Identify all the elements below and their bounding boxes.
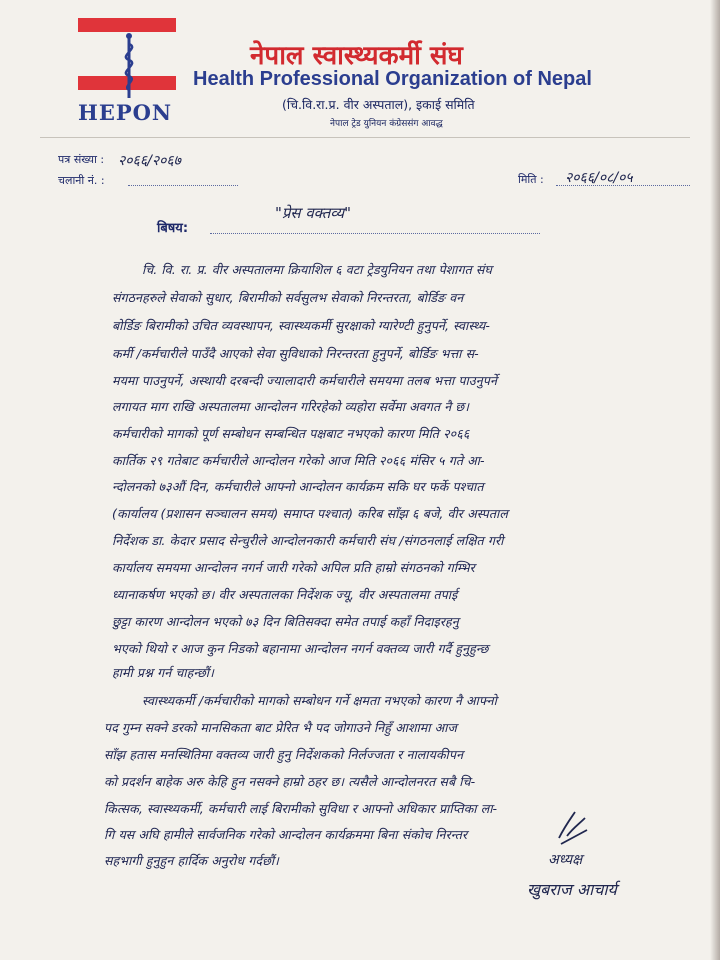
body-line: मयमा पाउनुपर्ने, अस्थायी दरबन्दी ज्यालादारी कर्मचारीले समयमा तलब भत्ता पाउनुपर्ने (112, 373, 498, 388)
date-value: २०६६/०८/०५ (565, 170, 633, 186)
subject-value: "प्रेस वक्तव्य" (275, 204, 352, 222)
body-line: निर्देशक डा. केदार प्रसाद सेन्चुरीले आन्दोलनकारी कर्मचारी संघ /संगठनलाई लक्षित गरी (112, 533, 504, 548)
org-name-english: Health Professional Organization of Nepal (193, 68, 592, 90)
body-line: न्दोलनको ७३औं दिन, कर्मचारीले आफ्नो आन्दोलन कार्यक्रम सकि घर फर्के पश्चात (112, 479, 484, 494)
ref-number-label: पत्र संख्या : (58, 153, 105, 166)
signatory-title: अध्यक्ष (548, 852, 583, 868)
body-line: बोर्डिङ बिरामीको उचित व्यवस्थापन, स्वास्थ्यकर्मी सुरक्षाको ग्यारेण्टी हुनुपर्ने, स्वास्थ्य- (112, 318, 490, 333)
hepon-logo (78, 16, 184, 124)
dispatch-number-line (128, 184, 238, 186)
body-line: स्वास्थ्यकर्मी /कर्मचारीको मागको सम्बोधन गर्ने क्षमता नभएको कारण नै आफ्नो (142, 693, 497, 708)
date-label: मिति : (518, 173, 544, 186)
body-line: सहभागी हुनुहुन हार्दिक अनुरोध गर्दछौं। (104, 853, 280, 868)
org-affiliation: नेपाल ट्रेड युनियन कंग्रेससंग आवद्ध (330, 119, 443, 129)
body-line: (कार्यालय (प्रशासन सञ्चालन समय) समाप्त पश्चात) करिब साँझ ६ बजे, वीर अस्पताल (112, 506, 508, 521)
body-line: हामी प्रश्न गर्न चाहन्छौं। (112, 665, 214, 680)
org-name-nepali: नेपाल स्वास्थ्यकर्मी संघ (250, 41, 463, 71)
body-line: कार्तिक २९ गतेबाट कर्मचारीले आन्दोलन गरेको आज मिति २०६६ मंसिर ५ गते आ- (112, 453, 485, 468)
body-line: ध्यानाकर्षण भएको छ। वीर अस्पतालका निर्देशक ज्यू, वीर अस्पतालमा तपाई (112, 587, 458, 602)
body-line: भएको थियो र आज कुन निडको बहानामा आन्दोलन नगर्न वक्तव्य जारी गर्दै हुनुहुन्छ (112, 641, 489, 656)
body-line: पद गुम्न सक्ने डरको मानसिकता बाट प्रेरित भै पद जोगाउने निहुँ आशामा आज (104, 720, 457, 735)
ref-number-value: २०६६/२०६७ (118, 153, 181, 169)
logo-text: HEPON (78, 100, 173, 125)
org-unit: (चि.वि.रा.प्र. वीर अस्पताल), इकाई समिति (282, 97, 475, 112)
body-line: को प्रदर्शन बाहेक अरु केहि हुन नसक्ने हाम्रो ठहर छ। त्यसैले आन्दोलनरत सबै चि- (104, 774, 476, 789)
body-line: गि यस अघि हामीले सार्वजनिक गरेको आन्दोलन कार्यक्रममा बिना संकोच निरन्तर (104, 827, 468, 842)
body-line: कार्यालय समयमा आन्दोलन नगर्न जारी गरेको अपिल प्रति हाम्रो संगठनको गम्भिर (112, 560, 475, 575)
body-line: लगायत माग राखि अस्पतालमा आन्दोलन गरिरहेको व्यहोरा सर्वेमा अवगत नै छ। (112, 399, 470, 414)
body-line: कर्मी /कर्मचारीले पाउँदै आएको सेवा सुविधाको निरन्तरता हुनुपर्ने, बोर्डिङ भत्ता स- (112, 346, 479, 361)
signatory-name: खुबराज आचार्य (527, 880, 617, 899)
body-line: छुट्टा कारण आन्दोलन भएको ७३ दिन बितिसक्दा समेत तपाई कहाँ निदाइरहनु (112, 614, 459, 629)
header-divider (40, 137, 690, 138)
subject-line (210, 232, 540, 234)
caduceus-icon (116, 30, 142, 100)
body-line: कर्मचारीको मागको पूर्ण सम्बोधन सम्बन्धित पक्षबाट नभएको कारण मिति २०६६ (112, 426, 470, 441)
body-line: साँझ हतास मनस्थितिमा वक्तव्य जारी हुनु निर्देशकको निर्लज्जता र नालायकीपन (104, 747, 464, 762)
body-line: कित्सक, स्वास्थ्यकर्मी, कर्मचारी लाई बिरामीको सुविधा र आफ्नो अधिकार प्राप्तिका ला- (104, 801, 498, 816)
signature-mark (553, 808, 593, 848)
dispatch-number-label: चलानी नं. : (58, 174, 105, 187)
subject-label: बिषय: (157, 221, 189, 236)
body-line: संगठनहरुले सेवाको सुधार, बिरामीको सर्वसुलभ सेवाको निरन्तरता, बोर्डिङ वन (112, 290, 464, 305)
body-line: चि. वि. रा. प्र. वीर अस्पतालमा क्रियाशिल ६ वटा ट्रेडयुनियन तथा पेशागत संघ (142, 262, 492, 277)
